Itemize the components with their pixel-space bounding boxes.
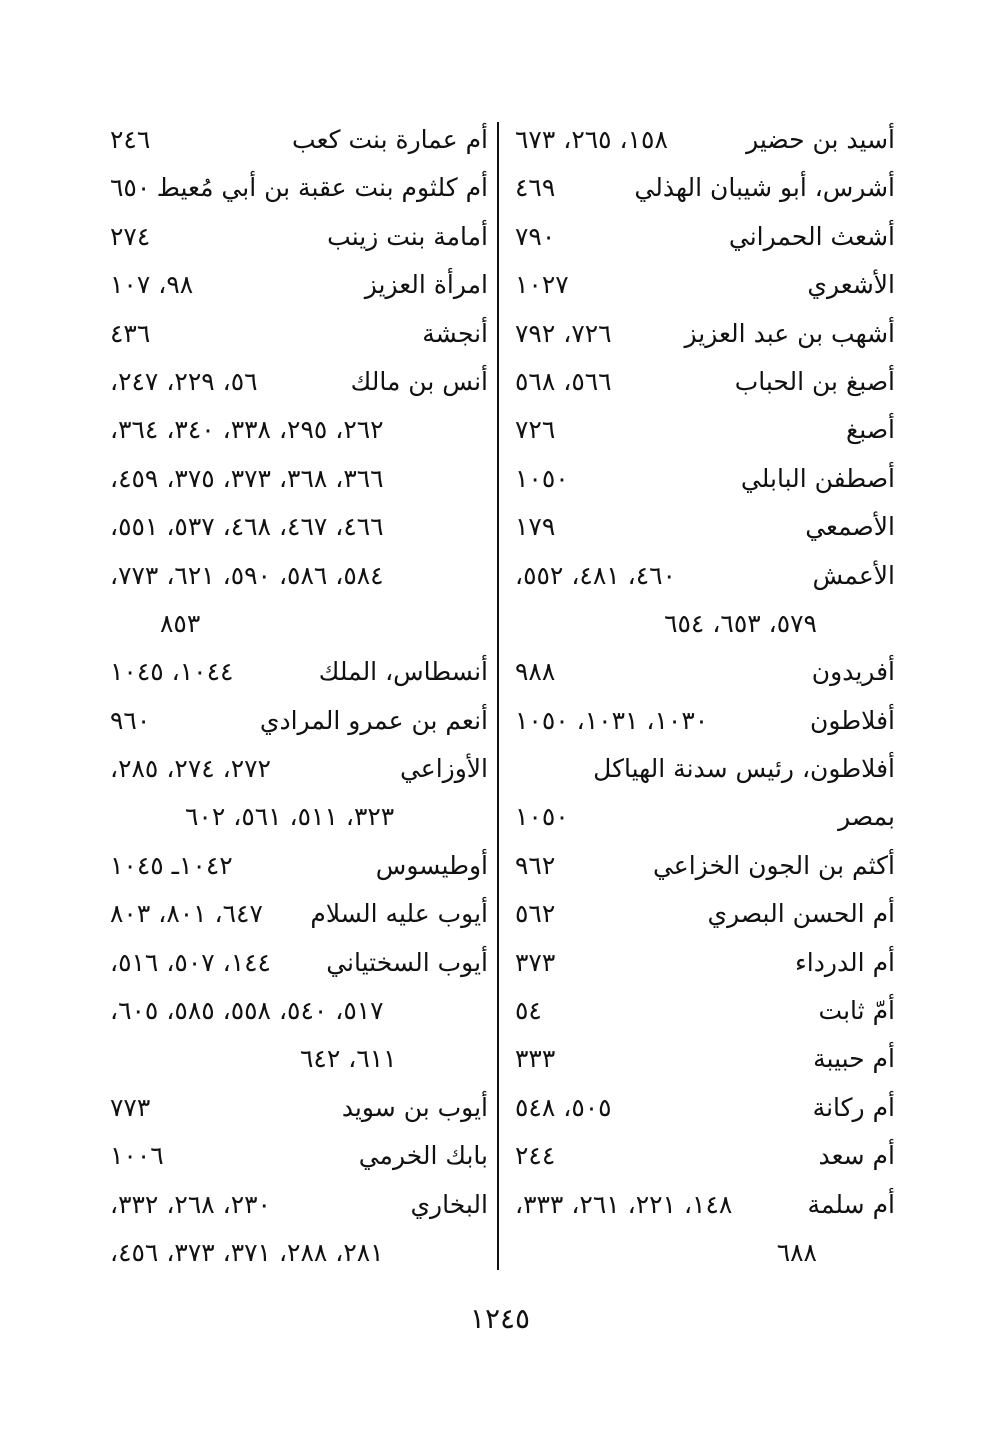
index-entry (110, 648, 488, 696)
entry-name: بابك الخرمي (358, 1141, 488, 1171)
index-entry (515, 406, 895, 454)
entry-page-numbers: ٦٥٠ (110, 173, 151, 203)
entry-page-numbers: ١٠٥٠ (515, 802, 569, 832)
entry-page-numbers: ٥٦٢ (515, 899, 556, 929)
index-entry (110, 600, 488, 648)
entry-page-numbers: ١٤٤، ٥٠٧، ٥١٦، (110, 947, 271, 977)
index-entry (515, 600, 895, 648)
entry-page-numbers: ١٠٢٧ (515, 270, 569, 300)
entry-name: أم ركانة (812, 1092, 895, 1122)
index-entry (515, 793, 895, 841)
entry-page-numbers: ٩٨، ١٠٧ (110, 270, 194, 300)
index-entry (515, 1132, 895, 1180)
entry-name: البخاري (410, 1189, 488, 1219)
entry-name: أسيد بن حضير (746, 125, 895, 154)
entry-page-numbers: ٥٦، ٢٢٩، ٢٤٧، (110, 366, 258, 396)
index-entry (110, 1181, 488, 1229)
entry-name: الأعمش (812, 560, 895, 590)
entry-page-numbers-continued: ٦١١، ٦٤٢ (300, 1044, 397, 1074)
index-entry (110, 842, 488, 890)
entry-page-numbers: ٣٣٣ (515, 1044, 556, 1074)
index-entry (515, 939, 895, 987)
index-entry (515, 1181, 895, 1229)
entry-page-numbers: ٧٢٦، ٧٩٢ (515, 318, 612, 348)
entry-page-numbers: ١٥٨، ٢٦٥، ٦٧٣ (515, 125, 668, 154)
index-entry (515, 552, 895, 600)
index-entry (515, 842, 895, 890)
entry-name: أفريدون (811, 657, 895, 687)
entry-page-numbers: ٤٦٠، ٤٨١، ٥٥٢، (515, 560, 676, 590)
entry-page-numbers: ٢٧٤ (110, 221, 151, 251)
entry-page-numbers-continued: ٤٦٦، ٤٦٧، ٤٦٨، ٥٣٧، ٥٥١، (110, 512, 384, 542)
index-entry (110, 1084, 488, 1132)
index-entry (110, 261, 488, 309)
index-entry (110, 793, 488, 841)
entry-page-numbers-continued: ٦٨٨ (776, 1237, 817, 1267)
entry-name: أم عمارة بنت كعب (292, 125, 488, 154)
index-entry (110, 358, 488, 406)
entry-name: أيوب بن سويد (341, 1092, 488, 1122)
entry-name: أنجشة (422, 318, 488, 348)
entry-page-numbers: ١٠٠٦ (110, 1141, 164, 1171)
entry-page-numbers-continued: ٥١٧، ٥٤٠، ٥٥٨، ٥٨٥، ٦٠٥، (110, 996, 384, 1026)
entry-page-numbers: ٢٣٠، ٢٦٨، ٣٣٢، (110, 1189, 271, 1219)
column-divider (497, 122, 499, 1270)
index-entry (110, 697, 488, 745)
entry-name: أنعم بن عمرو المرادي (259, 705, 488, 735)
index-entry (515, 745, 895, 793)
entry-page-numbers-continued: ٨٥٣ (160, 608, 201, 638)
entry-name: امرأة العزيز (364, 270, 488, 300)
entry-page-numbers-continued: ٥٨٤، ٥٨٦، ٥٩٠، ٦٢١، ٧٧٣، (110, 560, 384, 590)
entry-page-numbers: ٧٢٦ (515, 415, 556, 445)
entry-name: أم حبيبة (813, 1044, 895, 1074)
entry-name: أكثم بن الجون الخزاعي (652, 850, 895, 880)
index-entry (110, 987, 488, 1035)
entry-name: بمصر (838, 802, 895, 832)
entry-name: أفلاطون، رئيس سدنة الهياكل (593, 754, 895, 784)
entry-name: أم سعد (818, 1141, 895, 1171)
index-entry (515, 116, 895, 164)
index-entry (110, 455, 488, 503)
entry-page-numbers: ٩٦٠ (110, 705, 151, 735)
entry-name: أمامة بنت زينب (327, 221, 488, 251)
entry-page-numbers: ٥٤ (515, 996, 542, 1026)
entry-page-numbers: ٢٤٦ (110, 125, 151, 154)
entry-page-numbers: ١٧٩ (515, 512, 556, 542)
entry-page-numbers: ٣٧٣ (515, 947, 556, 977)
entry-name: أنس بن مالك (350, 366, 488, 396)
entry-name: أصبغ بن الحباب (734, 366, 895, 396)
entry-page-numbers: ٤٣٦ (110, 318, 151, 348)
index-entry (110, 406, 488, 454)
entry-name: أم سلمة (807, 1189, 895, 1219)
index-entry (110, 164, 488, 212)
entry-name: أوطيسوس (375, 850, 488, 880)
index-entry (515, 697, 895, 745)
entry-page-numbers-continued: ٢٦٢، ٢٩٥، ٣٣٨، ٣٤٠، ٣٦٤، (110, 415, 384, 445)
index-entry (515, 890, 895, 938)
entry-page-numbers: ١٤٨، ٢٢١، ٢٦١، ٣٣٣، (515, 1189, 733, 1219)
entry-page-numbers: ٦٤٧، ٨٠١، ٨٠٣ (110, 899, 263, 929)
index-entry (515, 455, 895, 503)
index-entry (110, 1132, 488, 1180)
index-entry (515, 213, 895, 261)
entry-page-numbers-continued: ٣٢٣، ٥١١، ٥٦١، ٦٠٢ (185, 802, 395, 832)
index-entry (515, 1084, 895, 1132)
entry-name: الأشعري (807, 270, 895, 300)
entry-page-numbers: ٢٧٢، ٢٧٤، ٢٨٥، (110, 754, 271, 784)
entry-page-numbers: ٤٦٩ (515, 173, 556, 203)
entry-page-numbers: ١٠٤٢ـ ١٠٤٥ (110, 850, 233, 880)
page-number: ١٢٤٥ (469, 1302, 531, 1335)
entry-name: أيوب عليه السلام (310, 899, 488, 929)
index-entry (110, 552, 488, 600)
entry-name: أمّ ثابت (818, 996, 895, 1026)
entry-page-numbers: ٥٠٥، ٥٤٨ (515, 1092, 612, 1122)
index-entry (515, 1229, 895, 1277)
index-entry (515, 648, 895, 696)
index-entry (110, 939, 488, 987)
entry-name: أنسطاس، الملك (318, 657, 488, 687)
index-entry (515, 1035, 895, 1083)
index-entry (110, 213, 488, 261)
entry-name: الأوزاعي (399, 754, 488, 784)
index-entry (110, 1229, 488, 1277)
index-column-left (110, 116, 488, 1277)
index-column-right (515, 116, 895, 1277)
index-entry (110, 116, 488, 164)
index-entry (515, 987, 895, 1035)
entry-page-numbers-continued: ٥٧٩، ٦٥٣، ٦٥٤ (664, 608, 817, 638)
entry-name: أصبغ (845, 415, 895, 445)
index-entry (110, 1035, 488, 1083)
entry-page-numbers: ١٠٤٤، ١٠٤٥ (110, 657, 234, 687)
entry-name: أشرس، أبو شيبان الهذلي (634, 173, 895, 203)
entry-page-numbers: ٢٤٤ (515, 1141, 556, 1171)
entry-name: أشعث الحمراني (728, 221, 895, 251)
entry-page-numbers-continued: ٣٦٦، ٣٦٨، ٣٧٣، ٣٧٥، ٤٥٩، (110, 463, 384, 493)
entry-name: أم الحسن البصري (707, 899, 895, 929)
index-entry (110, 890, 488, 938)
entry-name: أفلاطون (810, 705, 895, 735)
index-entry (110, 310, 488, 358)
entry-name: أيوب السختياني (326, 947, 488, 977)
entry-name: أم كلثوم بنت عقبة بن أبي مُعيط (156, 173, 488, 203)
entry-page-numbers: ٥٦٦، ٥٦٨ (515, 366, 612, 396)
entry-page-numbers-continued: ٢٨١، ٢٨٨، ٣٧١، ٣٧٣، ٤٥٦، (110, 1237, 384, 1267)
entry-name: أصطفن البابلي (740, 463, 895, 493)
entry-page-numbers: ١٠٥٠ (515, 463, 569, 493)
entry-page-numbers: ٧٩٠ (515, 221, 556, 251)
entry-name: أم الدرداء (795, 947, 895, 977)
entry-name: الأصمعي (805, 512, 895, 542)
index-entry (110, 745, 488, 793)
index-entry (515, 164, 895, 212)
entry-page-numbers: ٩٨٨ (515, 657, 556, 687)
entry-name: أشهب بن عبد العزيز (684, 318, 895, 348)
entry-page-numbers: ٩٦٢ (515, 850, 556, 880)
index-entry (515, 358, 895, 406)
index-entry (110, 503, 488, 551)
index-entry (515, 310, 895, 358)
index-entry (515, 261, 895, 309)
index-entry (515, 503, 895, 551)
entry-page-numbers: ١٠٣٠، ١٠٣١، ١٠٥٠ (515, 705, 709, 735)
entry-page-numbers: ٧٧٣ (110, 1092, 151, 1122)
